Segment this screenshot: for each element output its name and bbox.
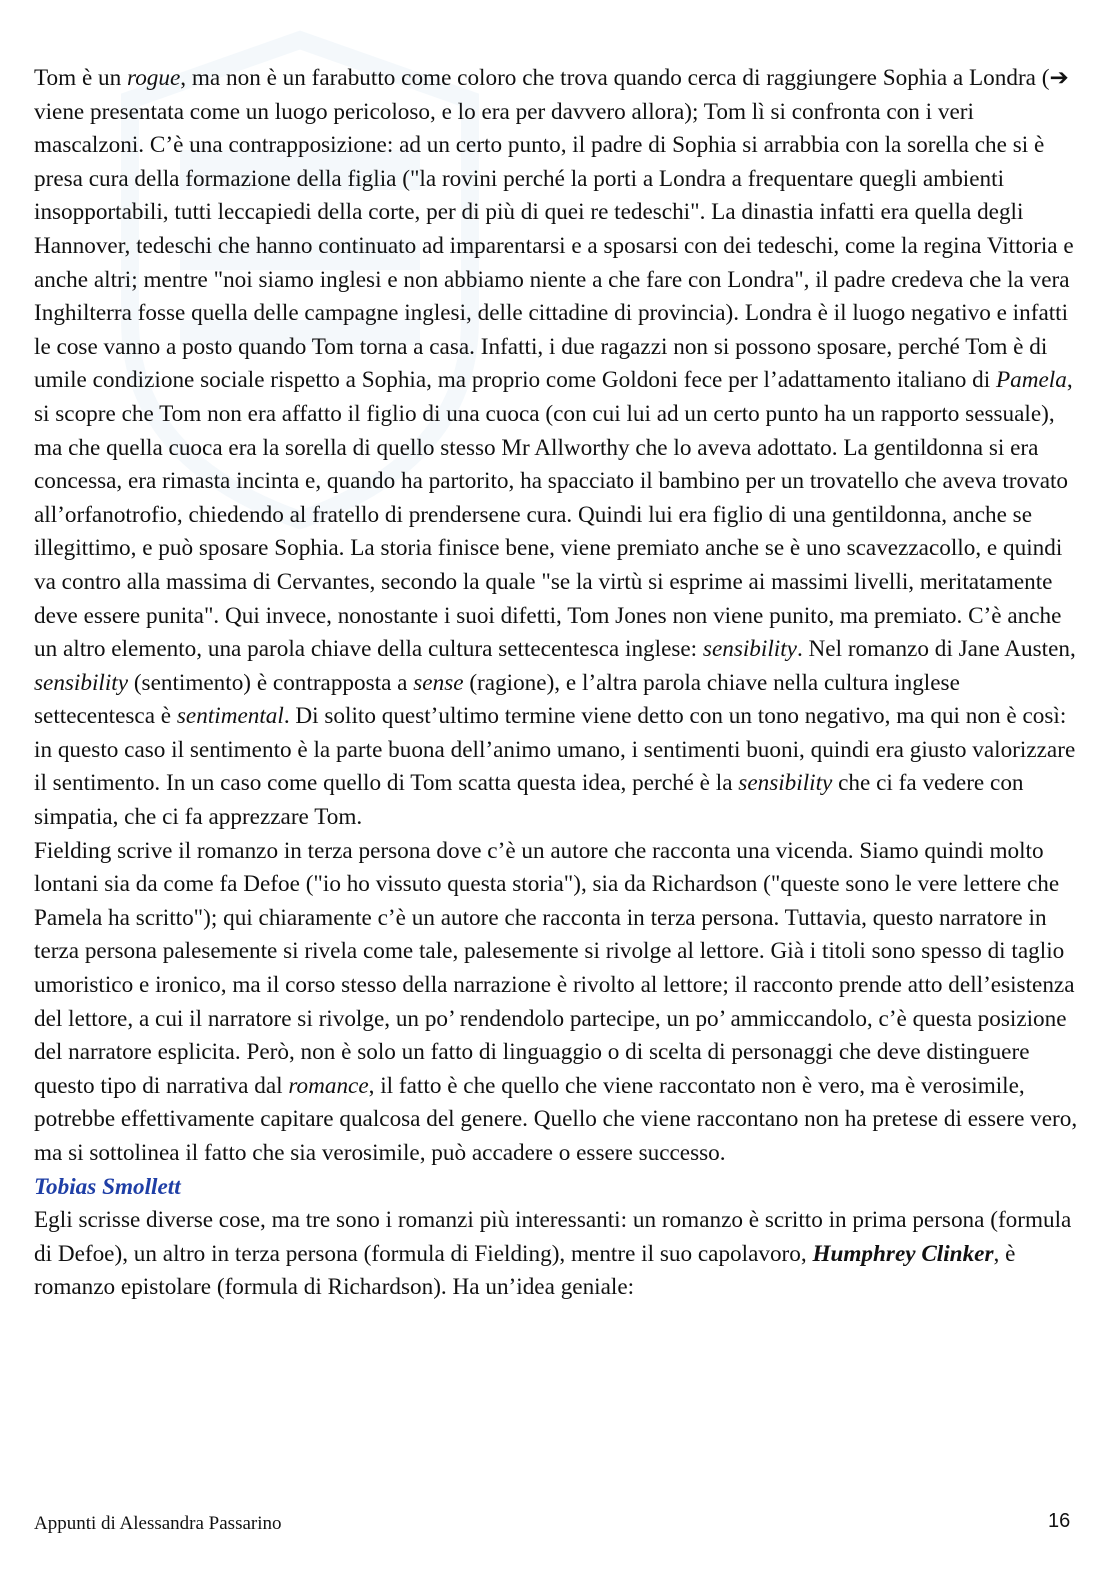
document-body xyxy=(34,62,1079,1305)
emphasis-text: sense xyxy=(413,669,464,696)
emphasis-text: sensibility xyxy=(34,669,129,696)
section-heading: Tobias Smollett xyxy=(34,1173,181,1200)
emphasis-text: Humphrey Clinker xyxy=(812,1240,994,1267)
paragraph-2: Fielding scrive il romanzo in terza persona dove c’è un autore che racconta una vicenda. Siamo quindi molto lontani sia da come fa Defoe ("io ho vissuto questa storia"), sia da Richardson ("queste sono le vere lettere che Pamela ha scritto"); qui chiaramente c’è un autore che racconta in terza persona. Tuttavia, questo narratore in terza persona palesemente si rivela come tale, palesemente si rivolge al lettore. Già i titoli sono spesso di taglio umoristico e ironico, ma il corso stesso della narrazione è rivolto al lettore; il racconto prende atto dell’esistenza del lettore, a cui il narratore si rivolge, un po’ rendendolo partecipe, un po’ ammiccandolo, c’è questa posizione del narratore esplicita. Però, non è solo un fatto di linguaggio o di scelta di personaggi che deve distinguere questo tipo di narrativa dal romance, il fatto è che quello che viene raccontato non è vero, ma è verosimile, potrebbe effettivamente capitare qualcosa del genere. Quello che viene raccontano non ha pretese di essere vero, ma si sottolinea il fatto che sia verosimile, può accadere o essere successo. xyxy=(34,837,1078,1166)
emphasis-text: rogue xyxy=(127,65,181,91)
page-number: 16 xyxy=(1048,1510,1071,1532)
emphasis-text: sensibility xyxy=(738,770,833,797)
emphasis-text: Pamela xyxy=(995,367,1067,394)
emphasis-text: sensibility xyxy=(702,636,797,663)
paragraph-3: Egli scrisse diverse cose, ma tre sono i romanzi più interessanti: un romanzo è scritto in prima persona (formula di Defoe), un altro in terza persona (formula di Fielding), mentre il suo capolavoro, Humphrey Clinker, è romanzo epistolare (formula di Richardson). Ha un’idea geniale: xyxy=(34,1207,1072,1301)
footer-author: Appunti di Alessandra Passarino xyxy=(34,1513,282,1534)
emphasis-text: sentimental xyxy=(176,703,284,730)
emphasis-text: romance xyxy=(288,1072,369,1099)
paragraph-1: Tom è un rogue, ma non è un farabutto come coloro che trova quando cerca di raggiungere Sophia a Londra (➔ viene presentata come un luogo pericoloso, e lo era per davvero allora); Tom lì si confronta con i veri mascalzoni. C’è una contrapposizione: ad un certo punto, il padre di Sophia si arrabbia con la sorella che si è presa cura della formazione della figlia ("la rovini perché la porti a Londra a frequentare quegli ambienti insopportabili, tutti leccapiedi della corte, per di più di quei re tedeschi". La dinastia infatti era quella degli Hannover, tedeschi che hanno continuato ad imparentarsi e a sposarsi con dei tedeschi, come la regina Vittoria e anche altri; mentre "noi siamo inglesi e non abbiamo niente a che fare con Londra", il padre credeva che la vera Inghilterra fosse quella delle campagne inglesi, delle cittadine di provincia). Londra è il luogo negativo e infatti le cose vanno a posto quando Tom torna a casa. Infatti, i due ragazzi non si possono sposare, perché Tom è di umile condizione sociale rispetto a Sophia, ma proprio come Goldoni fece per l’adattamento italiano di Pamela, si scopre che Tom non era affatto il figlio di una cuoca (con cui lui ad un certo punto ha un rapporto sessuale), ma che quella cuoca era la sorella di quello stesso Mr Allworthy che lo aveva adottato. La gentildonna si era concessa, era rimasta incinta e, quando ha partorito, ha spacciato il bambino per un trovatello che aveva trovato all’orfanotrofio, chiedendo al fratello di prendersene cura. Quindi lui era figlio di una gentildonna, anche se illegittimo, e può sposare Sophia. La storia finisce bene, viene premiato anche se è uno scavezzacollo, e quindi va contro alla massima di Cervantes, secondo la quale "se la virtù si esprime ai massimi livelli, meritatamente deve essere punita". Qui invece, nonostante i suoi difetti, Tom Jones non viene punito, ma premiato. C’è anche un altro elemento, una parola chiave della cultura settecentesca inglese: sensibility. Nel romanzo di Jane Austen, sensibility (sentimento) è contrapposta a sense (ragione), e l’altra parola chiave nella cultura inglese settecentesca è sentimental. Di solito quest’ultimo termine viene detto con un tono negativo, ma qui non è così: in questo caso il sentimento è la parte buona dell’animo umano, i sentimenti buoni, quindi era giusto valorizzare il sentimento. In un caso come quello di Tom scatta questa idea, perché è la sensibility che ci fa vedere con simpatia, che ci fa apprezzare Tom. xyxy=(34,65,1076,831)
